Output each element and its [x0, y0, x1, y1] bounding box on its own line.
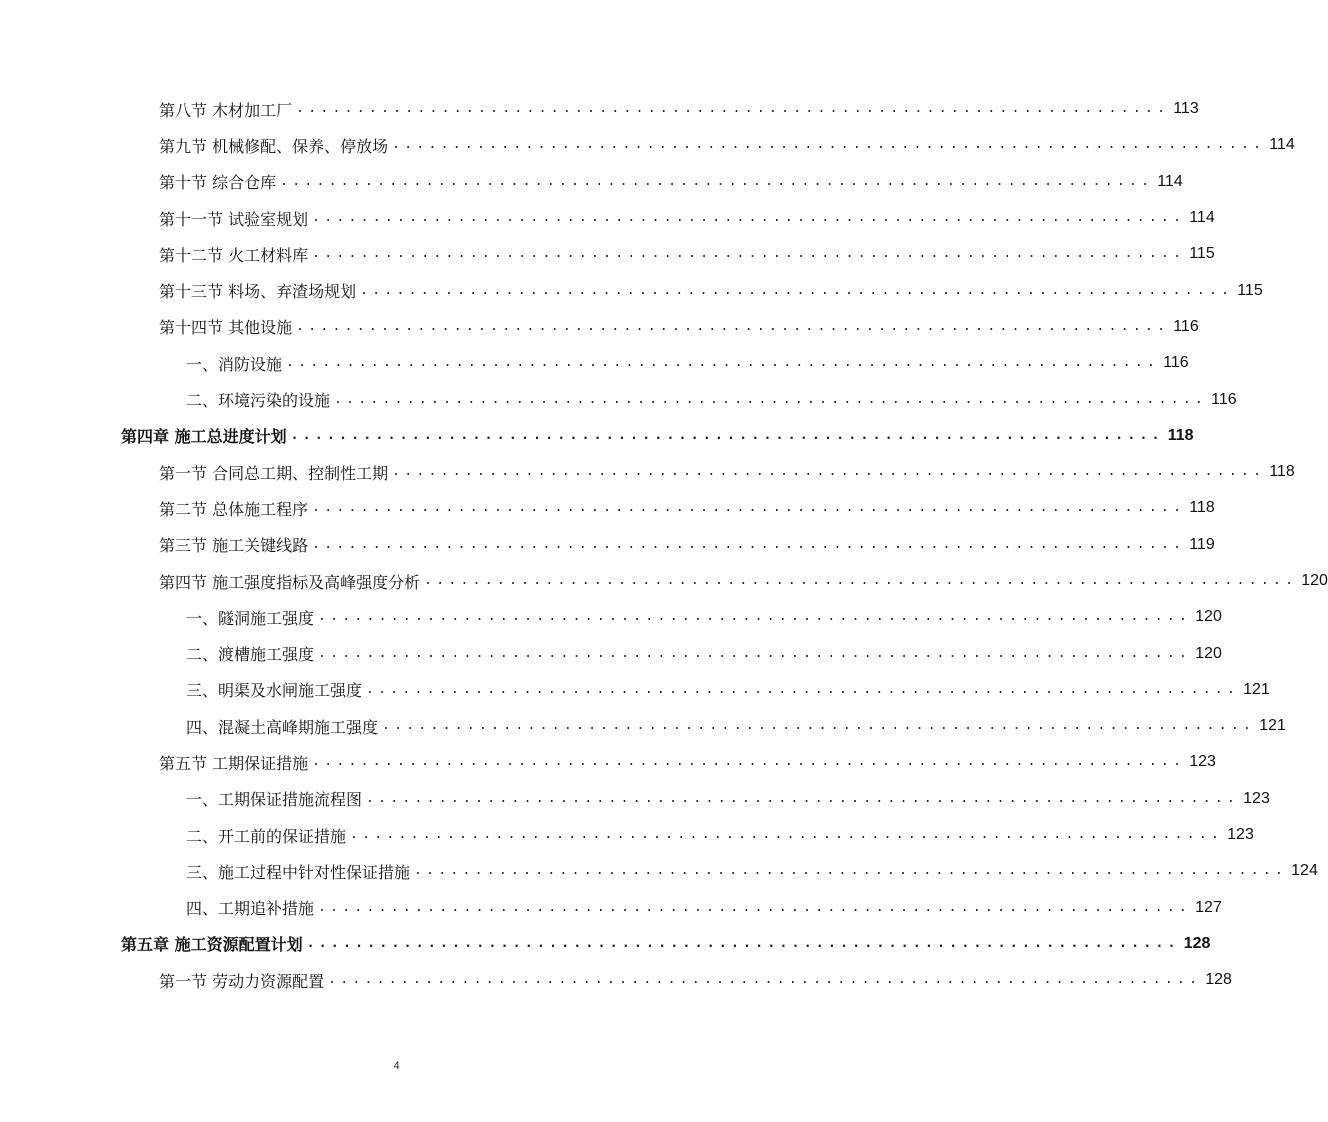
toc-entry-page: 120 — [1195, 644, 1222, 662]
toc-dot-leader: ........................................................................ — [296, 318, 1170, 334]
toc-entry[interactable] — [0, 91, 1199, 127]
toc-dot-leader: ........................................................................ — [280, 173, 1154, 189]
toc-entry-page: 118 — [1189, 499, 1215, 517]
toc-entry-title: 第五节 工期保证措施 — [159, 753, 309, 773]
toc-entry-page: 128 — [1205, 971, 1232, 989]
toc-dot-leader: ........................................................................ — [360, 282, 1234, 298]
toc-dot-leader: ........................................................................ — [334, 391, 1208, 407]
toc-entry-page: 121 — [1243, 680, 1270, 698]
toc-entry[interactable] — [0, 563, 1328, 599]
toc-dot-leader: ........................................................................ — [312, 536, 1186, 552]
toc-entry[interactable] — [0, 164, 1183, 200]
toc-entry-page: 116 — [1211, 390, 1237, 408]
toc-entry[interactable] — [0, 781, 1270, 817]
toc-entry-title: 第十二节 火工材料库 — [159, 245, 309, 265]
toc-entry-title: 四、混凝土高峰期施工强度 — [186, 717, 379, 737]
toc-entry[interactable] — [0, 272, 1263, 308]
toc-entry[interactable] — [0, 454, 1295, 490]
toc-entry-page: 118 — [1167, 426, 1194, 444]
toc-entry-title: 第十三节 料场、弃渣场规划 — [159, 282, 357, 302]
toc-entry-title: 第一节 劳动力资源配置 — [159, 971, 325, 991]
toc-dot-leader: ........................................................................ — [290, 427, 1164, 443]
toc-dot-leader: ........................................................................ — [318, 609, 1192, 625]
toc-entry-page: 119 — [1189, 535, 1215, 553]
toc-entry[interactable] — [0, 890, 1222, 926]
toc-entry-title: 第四章 施工总进度计划 — [121, 427, 287, 447]
toc-entry-page: 118 — [1269, 463, 1295, 481]
toc-entry-title: 第十节 综合仓库 — [159, 173, 277, 193]
toc-entry-title: 四、工期追补措施 — [186, 899, 315, 919]
toc-entry-title: 二、环境污染的设施 — [186, 391, 331, 411]
toc-entry[interactable] — [0, 962, 1232, 998]
toc-entry[interactable] — [0, 599, 1222, 635]
toc-entry-page: 128 — [1183, 934, 1211, 952]
page-number: 4 — [393, 1060, 400, 1072]
toc-dot-leader: ........................................................................ — [306, 935, 1180, 951]
toc-dot-leader: ........................................................................ — [424, 573, 1298, 588]
toc-entry[interactable] — [0, 381, 1237, 417]
toc-entry-page: 115 — [1237, 281, 1263, 299]
toc-entry[interactable] — [0, 708, 1286, 744]
toc-entry[interactable] — [0, 635, 1222, 671]
toc-dot-leader: ........................................................................ — [350, 827, 1224, 843]
toc-entry-page: 127 — [1195, 898, 1222, 916]
toc-entry-page: 123 — [1243, 789, 1270, 807]
toc-dot-leader: ........................................................................ — [382, 718, 1256, 734]
toc-entry-title: 第一节 合同总工期、控制性工期 — [159, 463, 389, 483]
toc-chapter-entry[interactable] — [0, 418, 1194, 454]
toc-entry[interactable] — [0, 672, 1270, 708]
toc-entry[interactable] — [0, 490, 1215, 526]
toc-entry-title: 一、消防设施 — [186, 354, 283, 374]
toc-entry-page: 121 — [1259, 717, 1286, 735]
toc-entry-title: 第五章 施工资源配置计划 — [121, 935, 303, 955]
toc-entry[interactable] — [0, 817, 1254, 853]
toc-entry-title: 第四节 施工强度指标及高峰强度分析 — [159, 572, 421, 592]
toc-entry-title: 第十四节 其他设施 — [159, 318, 293, 338]
toc-dot-leader: ........................................................................ — [312, 246, 1186, 262]
toc-entry-title: 第八节 木材加工厂 — [159, 100, 293, 120]
toc-entry-page: 114 — [1189, 209, 1215, 227]
toc-entry-title: 一、工期保证措施流程图 — [186, 790, 363, 810]
toc-dot-leader: ........................................................................ — [296, 101, 1170, 117]
toc-entry-page: 116 — [1173, 317, 1199, 335]
toc-entry[interactable] — [0, 744, 1216, 780]
toc-entry-title: 第九节 机械修配、保养、停放场 — [159, 136, 389, 156]
toc-entry-title: 第十一节 试验室规划 — [159, 209, 309, 229]
toc-entry-title: 二、渡槽施工强度 — [186, 645, 315, 665]
toc-entry-title: 二、开工前的保证措施 — [186, 826, 347, 846]
toc-entry[interactable] — [0, 127, 1295, 163]
toc-entry[interactable] — [0, 853, 1318, 889]
toc-dot-leader: ........................................................................ — [366, 790, 1240, 806]
toc-entry-title: 三、施工过程中针对性保证措施 — [186, 862, 411, 882]
toc-dot-leader: ........................................................................ — [312, 754, 1186, 770]
toc-entry-page: 124 — [1291, 862, 1318, 880]
toc-entry-page: 114 — [1157, 172, 1183, 190]
toc-entry-title: 一、隧洞施工强度 — [186, 608, 315, 628]
table-of-contents — [0, 91, 1328, 998]
toc-entry[interactable] — [0, 200, 1215, 236]
toc-dot-leader: ........................................................................ — [328, 972, 1202, 988]
toc-entry-page: 115 — [1189, 245, 1215, 263]
toc-entry-title: 三、明渠及水闸施工强度 — [186, 681, 363, 701]
toc-chapter-entry[interactable] — [0, 926, 1211, 962]
toc-dot-leader: ........................................................................ — [318, 645, 1192, 661]
toc-entry[interactable] — [0, 345, 1189, 381]
toc-entry-page: 116 — [1163, 354, 1189, 372]
toc-dot-leader: ........................................................................ — [392, 137, 1266, 153]
toc-dot-leader: ........................................................................ — [318, 899, 1192, 915]
toc-dot-leader: ........................................................................ — [286, 355, 1160, 371]
toc-entry-page: 113 — [1173, 100, 1199, 118]
toc-entry[interactable] — [0, 309, 1199, 345]
toc-dot-leader: ........................................................................ — [392, 464, 1266, 480]
toc-entry[interactable] — [0, 527, 1215, 563]
toc-entry-title: 第二节 总体施工程序 — [159, 499, 309, 519]
toc-dot-leader: ........................................................................ — [312, 500, 1186, 516]
toc-entry-page: 123 — [1189, 753, 1216, 771]
toc-entry-title: 第三节 施工关键线路 — [159, 536, 309, 556]
toc-entry-page: 120 — [1301, 572, 1328, 589]
toc-dot-leader: ........................................................................ — [312, 210, 1186, 226]
toc-entry-page: 114 — [1269, 136, 1295, 154]
toc-dot-leader: ........................................................................ — [414, 863, 1288, 879]
toc-entry-page: 120 — [1195, 608, 1222, 626]
toc-entry-page: 123 — [1227, 826, 1254, 844]
toc-entry[interactable] — [0, 236, 1215, 272]
toc-dot-leader: ........................................................................ — [366, 681, 1240, 697]
